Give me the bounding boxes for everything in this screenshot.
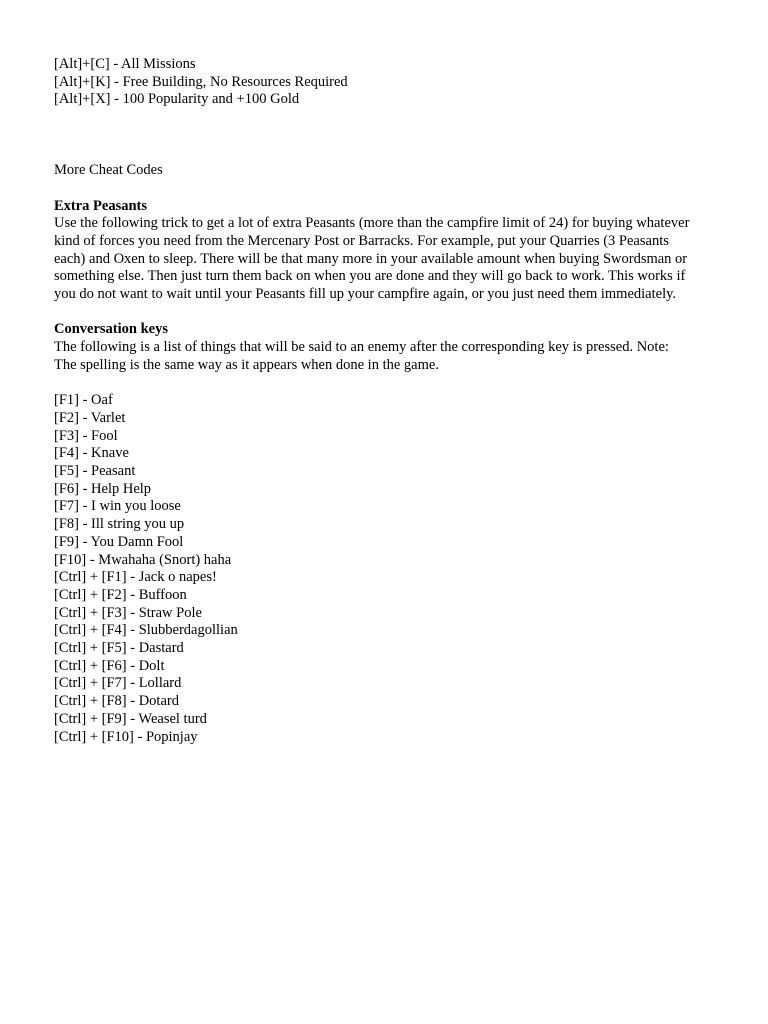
conversation-key-item: [Ctrl] + [F3] - Straw Pole <box>54 604 202 621</box>
conversation-key-item: [F6] - Help Help <box>54 480 152 497</box>
conversation-key-item: [Ctrl] + [F8] - Dotard <box>54 693 179 710</box>
conversation-key-list <box>54 392 724 746</box>
more-cheat-codes-title: More Cheat Codes <box>54 162 163 179</box>
conversation-key-item: [F10] - Mwahaha (Snort) haha <box>54 551 232 568</box>
conversation-key-item: [Ctrl] + [F7] - Lollard <box>54 675 182 692</box>
alt-cheat-list <box>54 56 724 109</box>
paragraph-line: The spelling is the same way as it appears when done in the game. <box>54 356 439 373</box>
conversation-keys-paragraph <box>54 339 724 374</box>
conversation-keys-heading: Conversation keys <box>54 321 168 338</box>
alt-cheat-item: [Alt]+[C] - All Missions <box>54 56 196 72</box>
paragraph-line: The following is a list of things that will be said to an enemy after the corresponding key is pressed. Note: <box>54 339 669 356</box>
extra-peasants-heading: Extra Peasants <box>54 197 148 214</box>
paragraph-line: you do not want to wait until your Peasants fill up your campfire again, or you just need them immediately. <box>54 286 677 303</box>
conversation-key-item: [F2] - Varlet <box>54 409 126 426</box>
paragraph-line: each) and Oxen to sleep. There will be that many more in your available amount when buying Swordsman or <box>54 250 688 267</box>
conversation-key-item: [F3] - Fool <box>54 427 118 444</box>
conversation-key-item: [Ctrl] + [F10] - Popinjay <box>54 728 198 745</box>
paragraph-line: Use the following trick to get a lot of extra Peasants (more than the campfire limit of 24) for buying whatever <box>54 215 690 232</box>
document-page <box>54 56 724 746</box>
paragraph-line: kind of forces you need from the Mercenary Post or Barracks. For example, put your Quarries (3 Peasants <box>54 232 669 249</box>
paragraph-line: something else. Then just turn them back on when you are done and they will go back to work. This works if <box>54 268 686 285</box>
conversation-key-item: [F1] - Oaf <box>54 392 113 409</box>
conversation-key-item: [Ctrl] + [F9] - Weasel turd <box>54 710 207 727</box>
conversation-key-item: [Ctrl] + [F1] - Jack o napes! <box>54 569 217 586</box>
extra-peasants-paragraph <box>54 215 724 304</box>
alt-cheat-item: [Alt]+[X] - 100 Popularity and +100 Gold <box>54 91 300 108</box>
conversation-key-item: [Ctrl] + [F5] - Dastard <box>54 640 184 657</box>
conversation-key-item: [Ctrl] + [F2] - Buffoon <box>54 586 187 603</box>
alt-cheat-item: [Alt]+[K] - Free Building, No Resources Required <box>54 73 348 90</box>
conversation-key-item: [Ctrl] + [F6] - Dolt <box>54 657 165 674</box>
conversation-key-item: [F4] - Knave <box>54 445 129 462</box>
conversation-key-item: [F9] - You Damn Fool <box>54 533 184 550</box>
conversation-key-item: [F5] - Peasant <box>54 463 136 480</box>
conversation-key-item: [Ctrl] + [F4] - Slubberdagollian <box>54 622 238 639</box>
conversation-key-item: [F7] - I win you loose <box>54 498 181 515</box>
conversation-key-item: [F8] - Ill string you up <box>54 516 185 533</box>
